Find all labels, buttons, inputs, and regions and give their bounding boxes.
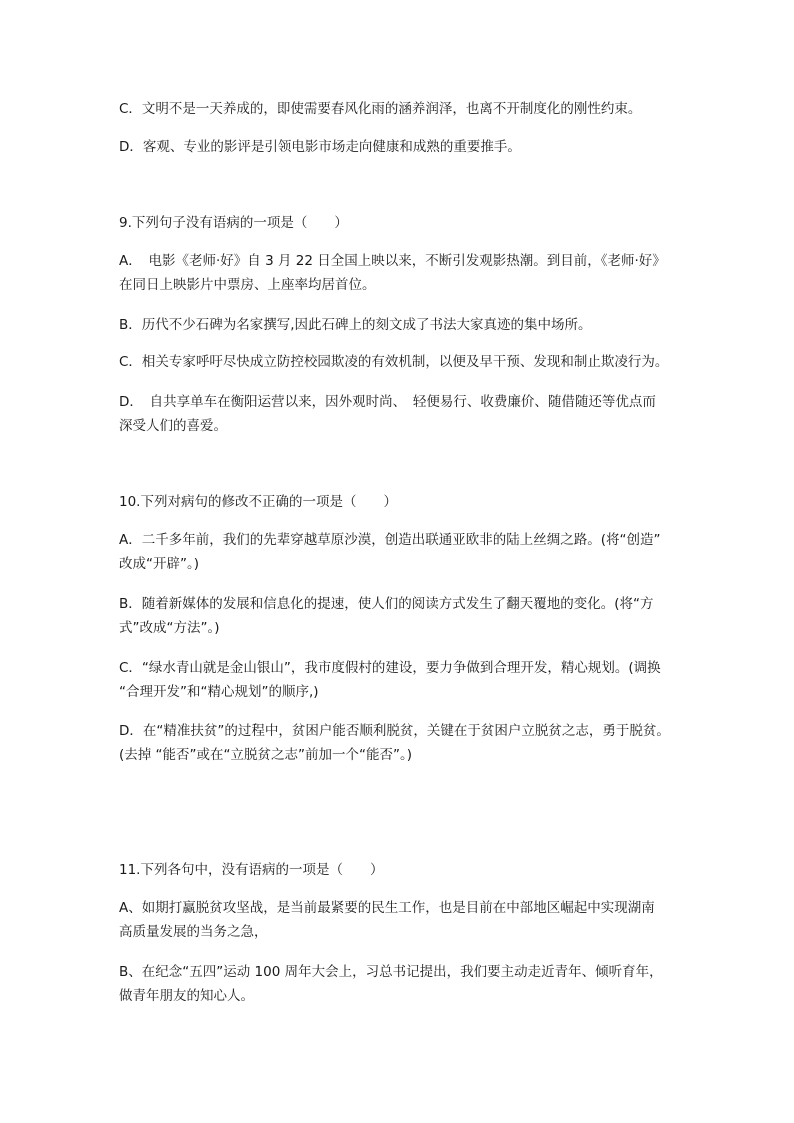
q9-option-c: C．相关专家呼吁尽快成立防控校园欺凌的有效机制，以便及早干预、发现和制止欺凌行为。 bbox=[119, 354, 669, 370]
q9-option-d-line2: 深受人们的喜爱。 bbox=[119, 418, 227, 434]
q9-option-a-line1: A． 电影《老师·好》自 3 月 22 日全国上映以来，不断引发观影热潮。到目前，《老师·好》 bbox=[119, 253, 666, 269]
q10-option-a-line1: A．二千多年前，我们的先辈穿越草原沙漠，创造出联通亚欧非的陆上丝绸之路。(将“创造” bbox=[119, 532, 661, 548]
option-c-line: C．文明不是一天养成的，即使需要春风化雨的涵养润泽，也离不开制度化的刚性约束。 bbox=[119, 101, 642, 117]
q11-option-a-line1: A、如期打赢脱贫攻坚战，是当前最紧要的民生工作，也是目前在中部地区崛起中实现湖南 bbox=[119, 900, 655, 916]
q10-option-d-line1: D．在“精准扶贫”的过程中，贫困户能否顺利脱贫，关键在于贫困户立脱贫之志，勇于脱贫。 bbox=[119, 723, 670, 739]
q10-option-b-line2: 式”改成“方法”。) bbox=[119, 620, 220, 636]
question-9-title: 9.下列句子没有语病的一项是（ ） bbox=[119, 215, 348, 231]
q10-option-a-line2: 改成“开辟”。) bbox=[119, 556, 200, 572]
q9-option-a-line2: 在同日上映影片中票房、上座率均居首位。 bbox=[119, 277, 376, 293]
q10-option-c-line2: “合理开发”和“精心规划”的顺序,) bbox=[119, 684, 319, 700]
q11-option-b-line2: 做青年朋友的知心人。 bbox=[119, 988, 254, 1004]
q9-option-b: B．历代不少石碑为名家撰写,因此石碑上的刻文成了书法大家真迹的集中场所。 bbox=[119, 317, 592, 333]
q9-option-d-line1: D． 自共享单车在衡阳运营以来，因外观时尚、 轻便易行、收费廉价、随借随还等优点而 bbox=[119, 394, 656, 410]
q10-option-b-line1: B．随着新媒体的发展和信息化的提速，使人们的阅读方式发生了翻天覆地的变化。(将“方 bbox=[119, 596, 654, 612]
q11-option-b-line1: B、在纪念“五四”运动 100 周年大会上，习总书记提出，我们要主动走近青年、倾听育年， bbox=[119, 964, 663, 980]
q10-option-d-line2: (去掉 “能否”或在“立脱贫之志”前加一个“能否”。) bbox=[119, 747, 413, 763]
option-d-line: D．客观、专业的影评是引领电影市场走向健康和成熟的重要推手。 bbox=[119, 139, 521, 155]
question-10-title: 10.下列对病句的修改不正确的一项是（ ） bbox=[119, 494, 397, 510]
q10-option-c-line1: C．“绿水青山就是金山银山”，我市度假村的建设，要力争做到合理开发，精心规划。(调换 bbox=[119, 660, 661, 676]
question-11-title: 11.下列各句中，没有语病的一项是（ ） bbox=[119, 862, 384, 878]
q11-option-a-line2: 高质量发展的当务之急， bbox=[119, 924, 268, 940]
